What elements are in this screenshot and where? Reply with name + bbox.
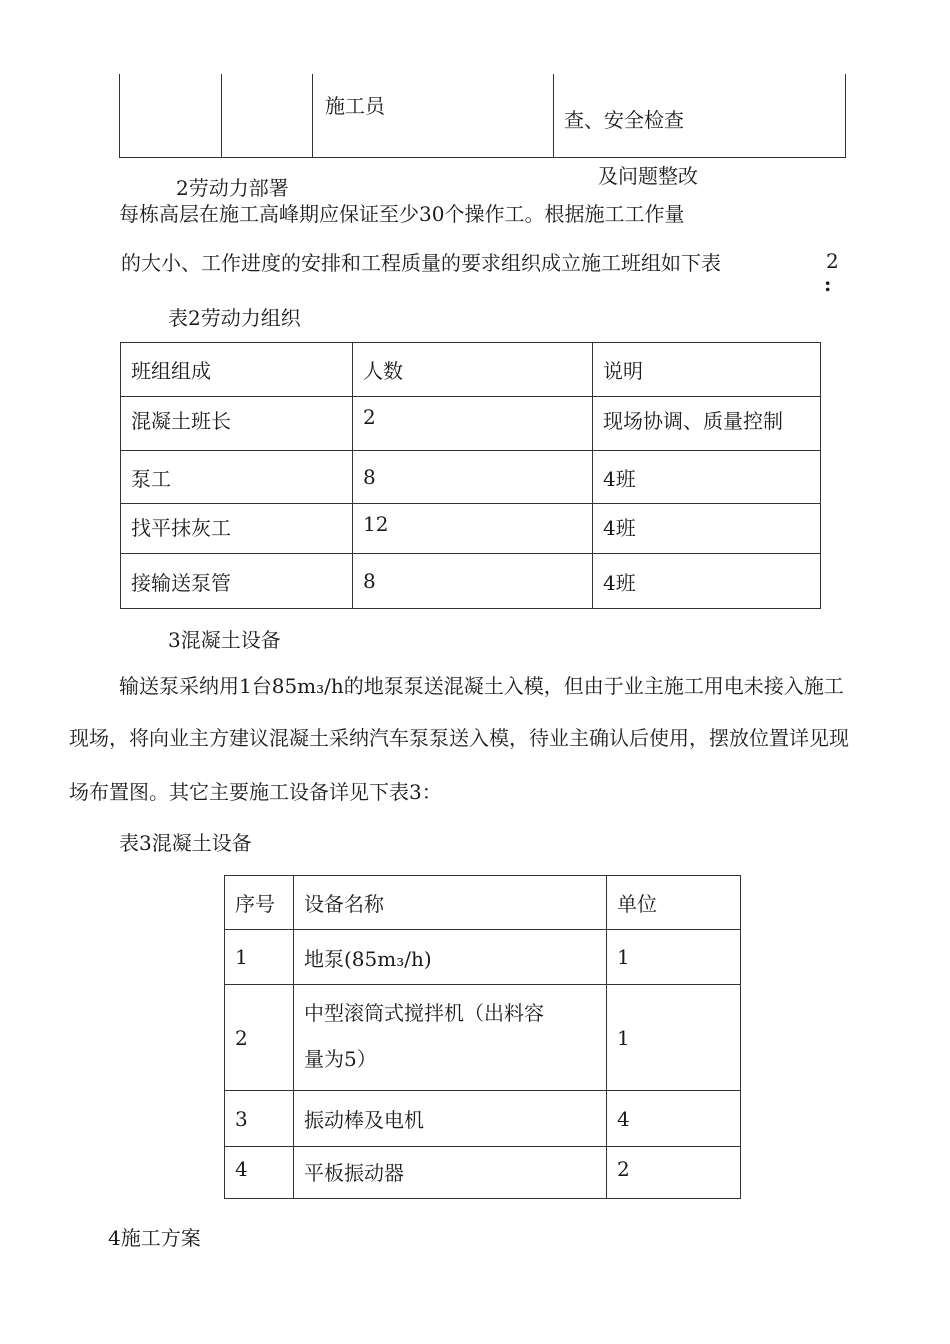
table-cell: 振动棒及电机	[294, 1091, 607, 1147]
table-row	[121, 504, 821, 554]
column-header: 说明	[593, 343, 821, 397]
table-row	[120, 74, 846, 158]
labor-table	[120, 342, 821, 609]
equipment-table	[224, 875, 741, 1199]
table-cell: 接输送泵管	[121, 554, 353, 609]
section-heading: 2劳动力部署	[176, 176, 289, 200]
cell-line: 中型滚筒式搅拌机（出料容	[304, 1000, 544, 1025]
table-cell: 3	[225, 1091, 294, 1147]
column-header: 设备名称	[294, 876, 607, 930]
table-cell: 4班	[593, 504, 821, 554]
paragraph-tail-colon: :	[824, 272, 832, 296]
table-cell: 4	[607, 1091, 741, 1147]
paragraph-tail: 2	[826, 249, 839, 273]
table-header-row	[225, 876, 741, 930]
table-row	[121, 554, 821, 609]
table-cell: 地泵(85m₃/h)	[294, 930, 607, 985]
table-cell: 4班	[593, 554, 821, 609]
table-cell: 2	[225, 985, 294, 1091]
table-cell: 2	[607, 1147, 741, 1199]
table-caption: 表3混凝土设备	[119, 831, 252, 855]
table-row	[225, 1147, 741, 1199]
top-partial-table	[119, 74, 846, 158]
paragraph-line: 的大小、工作进度的安排和工程质量的要求组织成立施工班组如下表	[121, 251, 721, 275]
table-cell: 1	[607, 985, 741, 1091]
table-cell: 泵工	[121, 451, 353, 504]
table-cell: 8	[353, 554, 593, 609]
table-cell: 1	[607, 930, 741, 985]
table-row	[121, 397, 821, 451]
table-cell: 2	[353, 397, 593, 451]
table-cell-duty: 查、安全检查	[554, 74, 846, 158]
table-caption: 表2劳动力组织	[168, 306, 301, 330]
paragraph-line: 每栋高层在施工高峰期应保证至少30个操作工。根据施工工作量	[119, 202, 685, 226]
table-cell: 找平抹灰工	[121, 504, 353, 554]
column-header: 序号	[225, 876, 294, 930]
column-header: 人数	[353, 343, 593, 397]
table-cell: 现场协调、质量控制	[593, 397, 821, 451]
paragraph-line: 场布置图。其它主要施工设备详见下表3：	[69, 780, 442, 804]
table-row	[121, 451, 821, 504]
table-cell: 8	[353, 451, 593, 504]
table-cell: 4	[225, 1147, 294, 1199]
table-cell: 平板振动器	[294, 1147, 607, 1199]
column-header: 班组组成	[121, 343, 353, 397]
table-row	[225, 985, 741, 1091]
table-cell: 1	[225, 930, 294, 985]
table-row	[225, 930, 741, 985]
table-cell: 4班	[593, 451, 821, 504]
paragraph-line: 输送泵采纳用1台85m₃/h的地泵泵送混凝土入模，但由于业主施工用电未接入施工	[119, 674, 844, 698]
table-cell: 混凝土班长	[121, 397, 353, 451]
table-cell-duty-continuation: 及问题整改	[598, 164, 698, 188]
cell-line: 量为5）	[304, 1046, 377, 1071]
table-cell-role: 施工员	[313, 74, 554, 158]
section-heading: 3混凝土设备	[168, 628, 281, 652]
table-cell: 12	[353, 504, 593, 554]
table-row	[225, 1091, 741, 1147]
table-cell	[222, 74, 313, 158]
section-heading: 4施工方案	[108, 1226, 201, 1250]
paragraph-line: 现场，将向业主方建议混凝土采纳汽车泵泵送入模，待业主确认后使用，摆放位置详见现	[69, 726, 849, 750]
table-header-row	[121, 343, 821, 397]
table-cell	[120, 74, 222, 158]
column-header: 单位	[607, 876, 741, 930]
table-cell-multiline	[294, 985, 607, 1091]
